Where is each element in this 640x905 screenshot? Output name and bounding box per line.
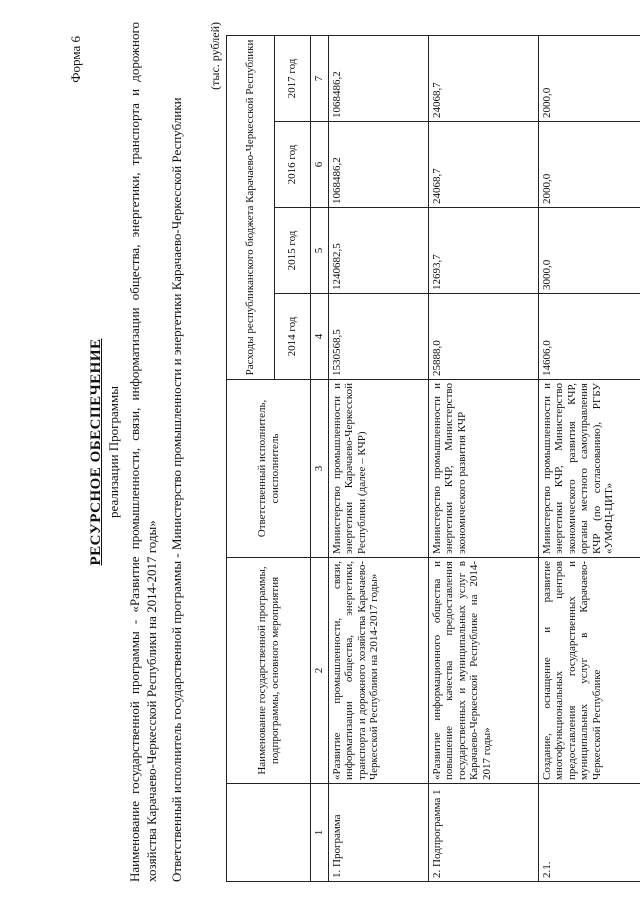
row-executor: Министерство промышленности и энергетики Карачаево-Черкесской Республики (далее – КЧР) <box>328 380 428 558</box>
header-year-2017: 2017 год <box>275 36 311 122</box>
row-executor: Министерство промышленности и энергетики КЧР, Министерство экономического развития КЧР, органы местного самоуправления КЧР (по согласованию), РГБУ «УМФЦ-ЦИТ» <box>538 380 640 558</box>
row-program-name: «Развитие информационного общества и повышение качества предоставления государственных и муниципальных услуг в Карачаево-Черкесской Республике на 2014-2017 годы» <box>428 558 538 784</box>
document-title: РЕСУРСНОЕ ОБЕСПЕЧЕНИЕ <box>88 338 104 566</box>
row-value-2017: 24068,7 <box>428 36 538 122</box>
row-index: 1. Программа <box>328 784 428 882</box>
col-number: 7 <box>311 36 329 122</box>
executor-line: Ответственный исполнитель государственной программы - Министерство промышленности и энергетики Карачаево-Черкесской Республики <box>169 97 184 882</box>
row-value-2015: 3000,0 <box>538 208 640 294</box>
row-value-2015: 1240682,5 <box>328 208 428 294</box>
header-executor: Ответственный исполнитель, соисполнитель <box>227 380 311 558</box>
row-value-2017: 2000,0 <box>538 36 640 122</box>
row-value-2014: 1530568,5 <box>328 294 428 380</box>
row-value-2015: 12693,7 <box>428 208 538 294</box>
header-year-2014: 2014 год <box>275 294 311 380</box>
col-number: 4 <box>311 294 329 380</box>
row-value-2016: 1068486,2 <box>328 122 428 208</box>
col-number: 5 <box>311 208 329 294</box>
table-row <box>428 36 538 882</box>
table-row <box>328 36 428 882</box>
form-label: Форма 6 <box>68 36 83 83</box>
row-program-name: Создание, оснащение и развитие многофункциональных центров предоставления государственных и муниципальных услуг в Карачаево-Черкесской Республике <box>538 558 640 784</box>
header-row-1 <box>227 36 275 882</box>
header-budget: Расходы республиканского бюджета Карачаево-Черкесской Республики <box>227 36 275 380</box>
col-number: 3 <box>311 380 329 558</box>
column-number-row <box>311 36 329 882</box>
col-number: 1 <box>311 784 329 882</box>
row-index: 2. Подпрограмма 1 <box>428 784 538 882</box>
units-label: (тыс. рублей) <box>208 22 222 90</box>
row-value-2014: 25888,0 <box>428 294 538 380</box>
row-value-2016: 2000,0 <box>538 122 640 208</box>
document-subtitle: реализации Программы <box>106 386 121 518</box>
row-program-name: «Развитие промышленности, связи, информатизации общества, энергетики, транспорта и дорожного хозяйства Карачаево-Черкесской Республики на 2014-2017 годы» <box>328 558 428 784</box>
row-executor: Министерство промышленности и энергетики КЧР, Министерство экономического развития КЧР <box>428 380 538 558</box>
header-year-2016: 2016 год <box>275 122 311 208</box>
row-value-2014: 14606,0 <box>538 294 640 380</box>
header-col-1 <box>227 784 311 882</box>
col-number: 6 <box>311 122 329 208</box>
header-year-2015: 2015 год <box>275 208 311 294</box>
table-row <box>538 36 640 882</box>
rotated-document-page <box>62 12 640 892</box>
row-value-2017: 1068486,2 <box>328 36 428 122</box>
row-index: 2.1. <box>538 784 640 882</box>
col-number: 2 <box>311 558 329 784</box>
header-program-name: Наименование государственной программы, подпрограммы, основного мероприятия <box>227 558 311 784</box>
row-value-2016: 24068,7 <box>428 122 538 208</box>
resource-table <box>226 35 640 882</box>
program-name-line: Наименование государственной программы - «Развитие промышленности, связи, информатизации общества, энергетики, транспорта и дорожного хозяйства Карачаево-Черкесской Республики на 2014-2017 годы» <box>127 22 159 882</box>
